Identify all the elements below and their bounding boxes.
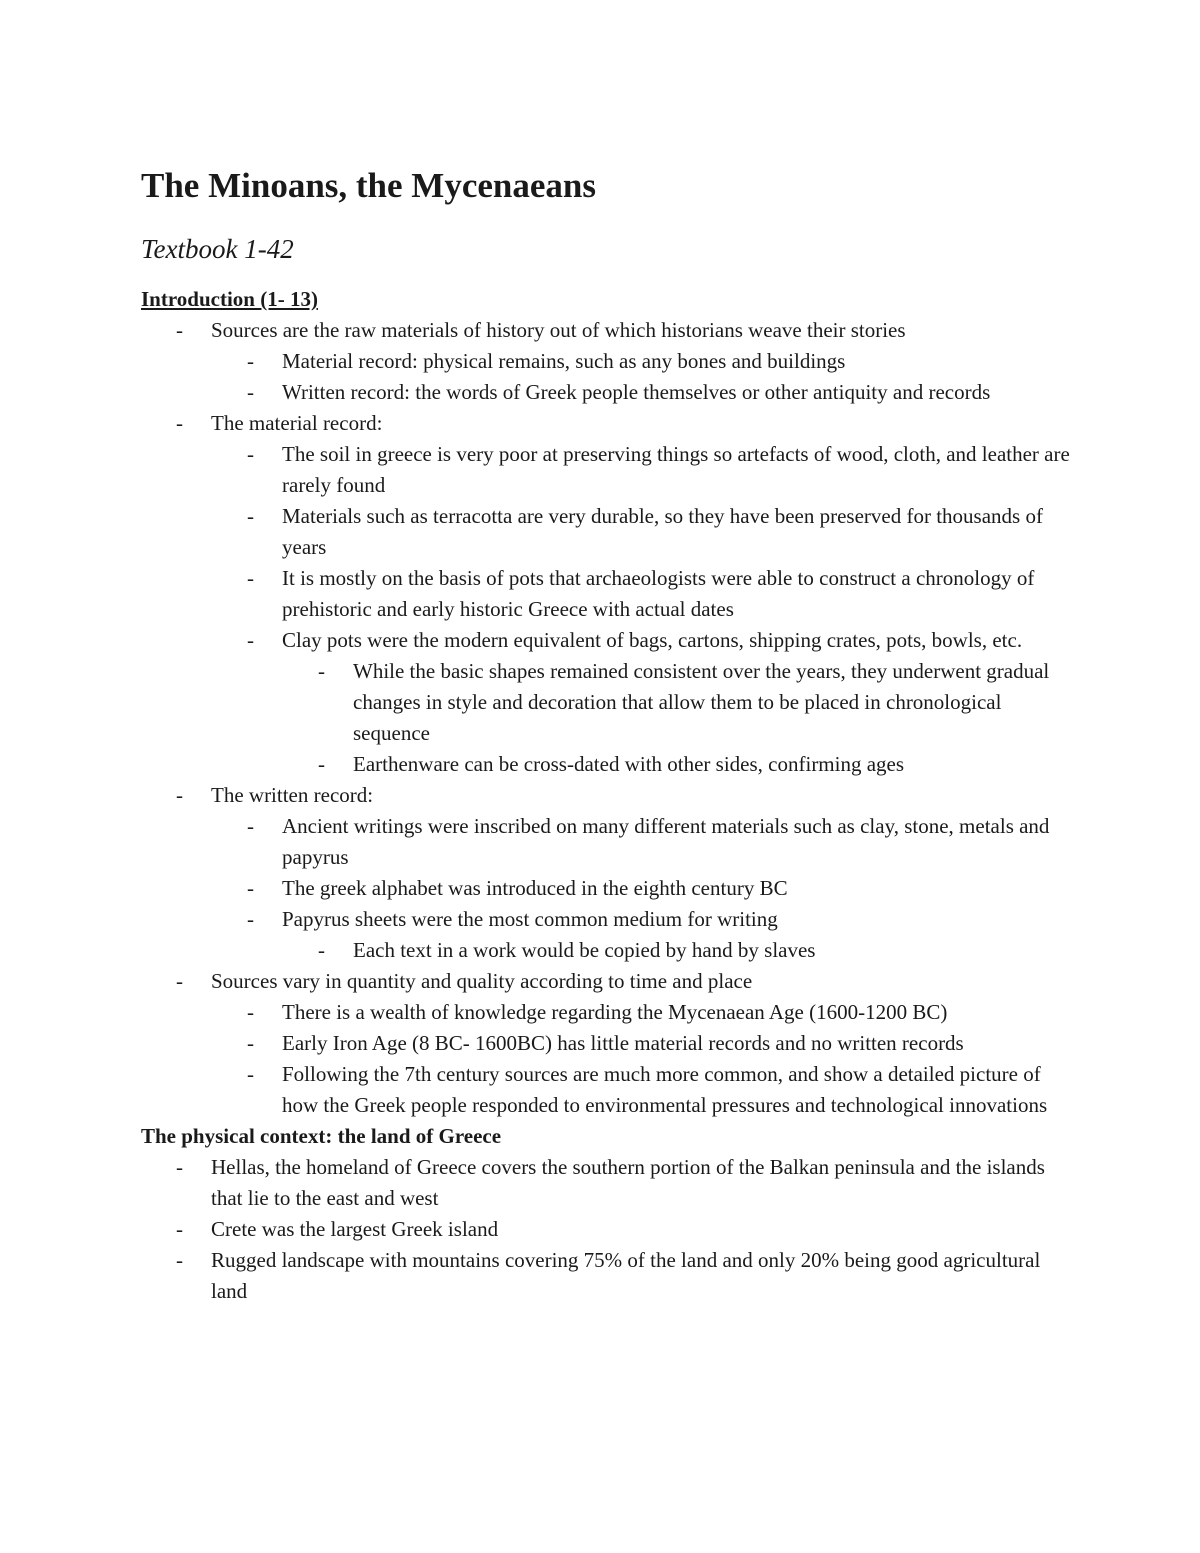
list-item-text: It is mostly on the basis of pots that archaeologists were able to construct a chronology of prehistoric and early historic Greece with actual dates xyxy=(282,566,1035,621)
list-item-text: Ancient writings were inscribed on many different materials such as clay, stone, metals and papyrus xyxy=(282,814,1050,869)
list-item xyxy=(141,377,1081,408)
bullet-dash: - xyxy=(247,1031,254,1055)
list-item-text: Early Iron Age (8 BC- 1600BC) has little material records and no written records xyxy=(282,1031,964,1055)
list-item xyxy=(141,656,1081,749)
bullet-dash: - xyxy=(176,1248,183,1272)
bullet-dash: - xyxy=(247,876,254,900)
bullet-list xyxy=(141,1152,1081,1307)
list-item-text: Materials such as terracotta are very durable, so they have been preserved for thousands of years xyxy=(282,504,1043,559)
list-item-text: Papyrus sheets were the most common medium for writing xyxy=(282,907,778,931)
bullet-dash: - xyxy=(247,504,254,528)
list-item xyxy=(141,1152,1081,1214)
bullet-dash: - xyxy=(176,411,183,435)
list-item-text: There is a wealth of knowledge regarding the Mycenaean Age (1600-1200 BC) xyxy=(282,1000,948,1024)
list-item-text: The written record: xyxy=(211,783,374,807)
list-item-text: Material record: physical remains, such as any bones and buildings xyxy=(282,349,846,373)
list-item xyxy=(141,346,1081,377)
section-heading-text: Introduction (1- 13) xyxy=(141,287,318,311)
bullet-dash: - xyxy=(176,318,183,342)
section-heading xyxy=(141,1121,1081,1152)
bullet-dash: - xyxy=(247,349,254,373)
list-item xyxy=(141,935,1081,966)
bullet-dash: - xyxy=(176,1217,183,1241)
list-item-text: While the basic shapes remained consistent over the years, they underwent gradual changes in style and decoration that allow them to be placed in chronological sequence xyxy=(353,659,1050,745)
list-item-text: Following the 7th century sources are much more common, and show a detailed picture of how the Greek people responded to environmental pressures and technological innovations xyxy=(282,1062,1048,1117)
list-item xyxy=(141,408,1081,439)
bullet-dash: - xyxy=(176,969,183,993)
list-item xyxy=(141,315,1081,346)
list-item-text: The material record: xyxy=(211,411,383,435)
list-item xyxy=(141,1028,1081,1059)
bullet-dash: - xyxy=(247,1062,254,1086)
bullet-dash: - xyxy=(247,907,254,931)
section-heading xyxy=(141,284,1081,315)
list-item-text: Sources are the raw materials of history out of which historians weave their stories xyxy=(211,318,906,342)
bullet-list xyxy=(141,315,1081,1121)
list-item-text: Each text in a work would be copied by hand by slaves xyxy=(353,938,816,962)
list-item xyxy=(141,780,1081,811)
list-item-text: The soil in greece is very poor at preserving things so artefacts of wood, cloth, and leather are rarely found xyxy=(282,442,1070,497)
list-item-text: Sources vary in quantity and quality according to time and place xyxy=(211,969,753,993)
bullet-dash: - xyxy=(247,628,254,652)
section-heading-text: The physical context: the land of Greece xyxy=(141,1124,502,1148)
list-item xyxy=(141,966,1081,997)
list-item xyxy=(141,1059,1081,1121)
list-item-text: Clay pots were the modern equivalent of bags, cartons, shipping crates, pots, bowls, etc. xyxy=(282,628,1023,652)
document-title: The Minoans, the Mycenaeans xyxy=(141,166,596,205)
list-item xyxy=(141,749,1081,780)
bullet-dash: - xyxy=(318,752,325,776)
list-item xyxy=(141,997,1081,1028)
document-subtitle: Textbook 1-42 xyxy=(141,234,294,264)
list-item-text: Written record: the words of Greek people themselves or other antiquity and records xyxy=(282,380,991,404)
bullet-dash: - xyxy=(247,1000,254,1024)
list-item xyxy=(141,501,1081,563)
bullet-dash: - xyxy=(247,442,254,466)
list-item-text: Hellas, the homeland of Greece covers the southern portion of the Balkan peninsula and the islands that lie to the east and west xyxy=(211,1155,1045,1210)
list-item xyxy=(141,1214,1081,1245)
bullet-dash: - xyxy=(247,814,254,838)
list-item xyxy=(141,1245,1081,1307)
list-item xyxy=(141,563,1081,625)
list-item xyxy=(141,625,1081,656)
list-item xyxy=(141,811,1081,873)
bullet-dash: - xyxy=(176,1155,183,1179)
bullet-dash: - xyxy=(176,783,183,807)
list-item-text: The greek alphabet was introduced in the eighth century BC xyxy=(282,876,788,900)
bullet-dash: - xyxy=(318,938,325,962)
bullet-dash: - xyxy=(247,380,254,404)
list-item xyxy=(141,904,1081,935)
document-body xyxy=(141,284,1081,1307)
bullet-dash: - xyxy=(247,566,254,590)
list-item-text: Earthenware can be cross-dated with other sides, confirming ages xyxy=(353,752,905,776)
list-item xyxy=(141,873,1081,904)
list-item-text: Crete was the largest Greek island xyxy=(211,1217,499,1241)
list-item xyxy=(141,439,1081,501)
list-item-text: Rugged landscape with mountains covering 75% of the land and only 20% being good agricultural land xyxy=(211,1248,1041,1303)
bullet-dash: - xyxy=(318,659,325,683)
